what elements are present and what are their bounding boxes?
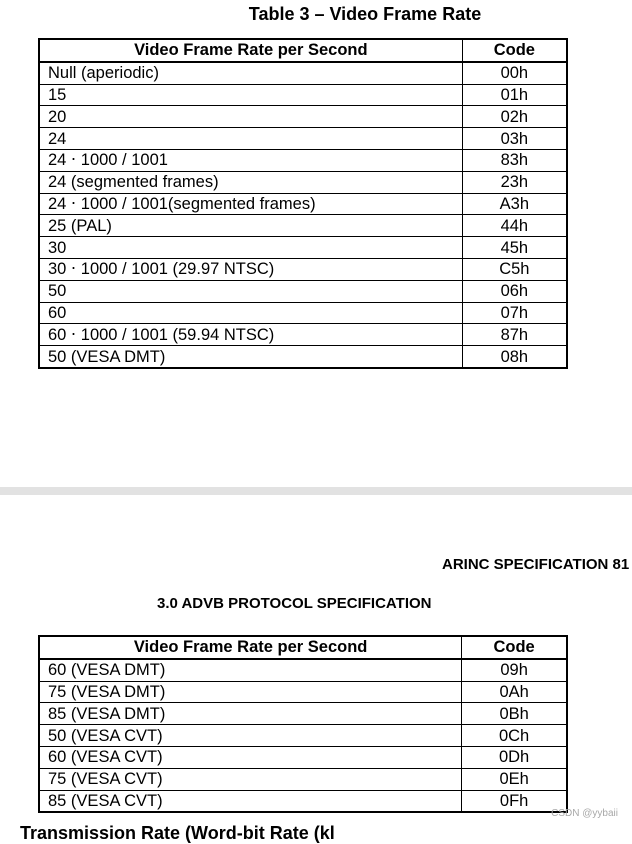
section-heading: 3.0 ADVB PROTOCOL SPECIFICATION — [157, 595, 432, 612]
table-row — [39, 84, 567, 106]
page-bottom — [0, 495, 632, 843]
table-row — [39, 128, 567, 150]
code-cell: 09h — [462, 659, 567, 681]
code-cell: C5h — [462, 258, 567, 280]
table-row — [39, 790, 567, 812]
table-row — [39, 746, 567, 768]
table-row — [39, 703, 567, 725]
table-row — [39, 62, 567, 84]
table-title: Table 3 – Video Frame Rate — [248, 4, 482, 24]
table-row — [39, 302, 567, 324]
table-row — [39, 324, 567, 346]
frame-rate-cell: 15 — [39, 84, 462, 106]
frame-rate-cell: 85 (VESA DMT) — [39, 703, 462, 725]
running-header: ARINC SPECIFICATION 81 — [442, 556, 630, 573]
frame-rate-cell: 24 (segmented frames) — [39, 171, 462, 193]
header-rate: Video Frame Rate per Second — [39, 636, 462, 659]
page-separator — [0, 487, 632, 495]
frame-rate-cell: 20 — [39, 106, 462, 128]
code-cell: 0Dh — [462, 746, 567, 768]
table-row — [39, 149, 567, 171]
code-cell: 45h — [462, 237, 567, 259]
code-cell: 23h — [462, 171, 567, 193]
table-body — [39, 62, 567, 368]
code-cell: 07h — [462, 302, 567, 324]
code-cell: 03h — [462, 128, 567, 150]
table-row — [39, 346, 567, 368]
code-cell: A3h — [462, 193, 567, 215]
code-cell: 01h — [462, 84, 567, 106]
frame-rate-cell: 60 ⋅ 1000 / 1001 (59.94 NTSC) — [39, 324, 462, 346]
cut-off-heading: Transmission Rate (Word-bit Rate (kl — [20, 823, 335, 843]
table-row — [39, 215, 567, 237]
frame-rate-cell: 25 (PAL) — [39, 215, 462, 237]
code-cell: 0Bh — [462, 703, 567, 725]
frame-rate-cell: 30 — [39, 237, 462, 259]
frame-rate-cell: 60 — [39, 302, 462, 324]
code-cell: 0Ch — [462, 725, 567, 747]
frame-rate-cell: 75 (VESA DMT) — [39, 681, 462, 703]
table-row — [39, 171, 567, 193]
code-cell: 08h — [462, 346, 567, 368]
frame-rate-cell: Null (aperiodic) — [39, 62, 462, 84]
code-cell: 02h — [462, 106, 567, 128]
frame-rate-cell: 60 (VESA CVT) — [39, 746, 462, 768]
frame-rate-table-2 — [38, 635, 568, 813]
header-code: Code — [462, 39, 567, 62]
frame-rate-cell: 85 (VESA CVT) — [39, 790, 462, 812]
code-cell: 00h — [462, 62, 567, 84]
table-row — [39, 725, 567, 747]
code-cell: 0Eh — [462, 768, 567, 790]
table-header-row — [39, 39, 567, 62]
frame-rate-cell: 30 ⋅ 1000 / 1001 (29.97 NTSC) — [39, 258, 462, 280]
frame-rate-cell: 50 (VESA DMT) — [39, 346, 462, 368]
table-row — [39, 280, 567, 302]
code-cell: 83h — [462, 149, 567, 171]
header-code: Code — [462, 636, 567, 659]
table-row — [39, 258, 567, 280]
code-cell: 87h — [462, 324, 567, 346]
frame-rate-cell: 50 — [39, 280, 462, 302]
watermark: CSDN @yybaii — [551, 808, 618, 819]
table-row — [39, 659, 567, 681]
table-row — [39, 237, 567, 259]
frame-rate-cell: 24 — [39, 128, 462, 150]
frame-rate-cell: 24 ⋅ 1000 / 1001 — [39, 149, 462, 171]
code-cell: 06h — [462, 280, 567, 302]
code-cell: 0Fh — [462, 790, 567, 812]
frame-rate-cell: 75 (VESA CVT) — [39, 768, 462, 790]
table-row — [39, 106, 567, 128]
table-row — [39, 193, 567, 215]
table-row — [39, 768, 567, 790]
frame-rate-cell: 24 ⋅ 1000 / 1001(segmented frames) — [39, 193, 462, 215]
frame-rate-cell: 60 (VESA DMT) — [39, 659, 462, 681]
frame-rate-table-1 — [38, 38, 568, 369]
table-header-row — [39, 636, 567, 659]
code-cell: 44h — [462, 215, 567, 237]
code-cell: 0Ah — [462, 681, 567, 703]
header-rate: Video Frame Rate per Second — [39, 39, 462, 62]
table-row — [39, 681, 567, 703]
table-body — [39, 659, 567, 813]
frame-rate-cell: 50 (VESA CVT) — [39, 725, 462, 747]
